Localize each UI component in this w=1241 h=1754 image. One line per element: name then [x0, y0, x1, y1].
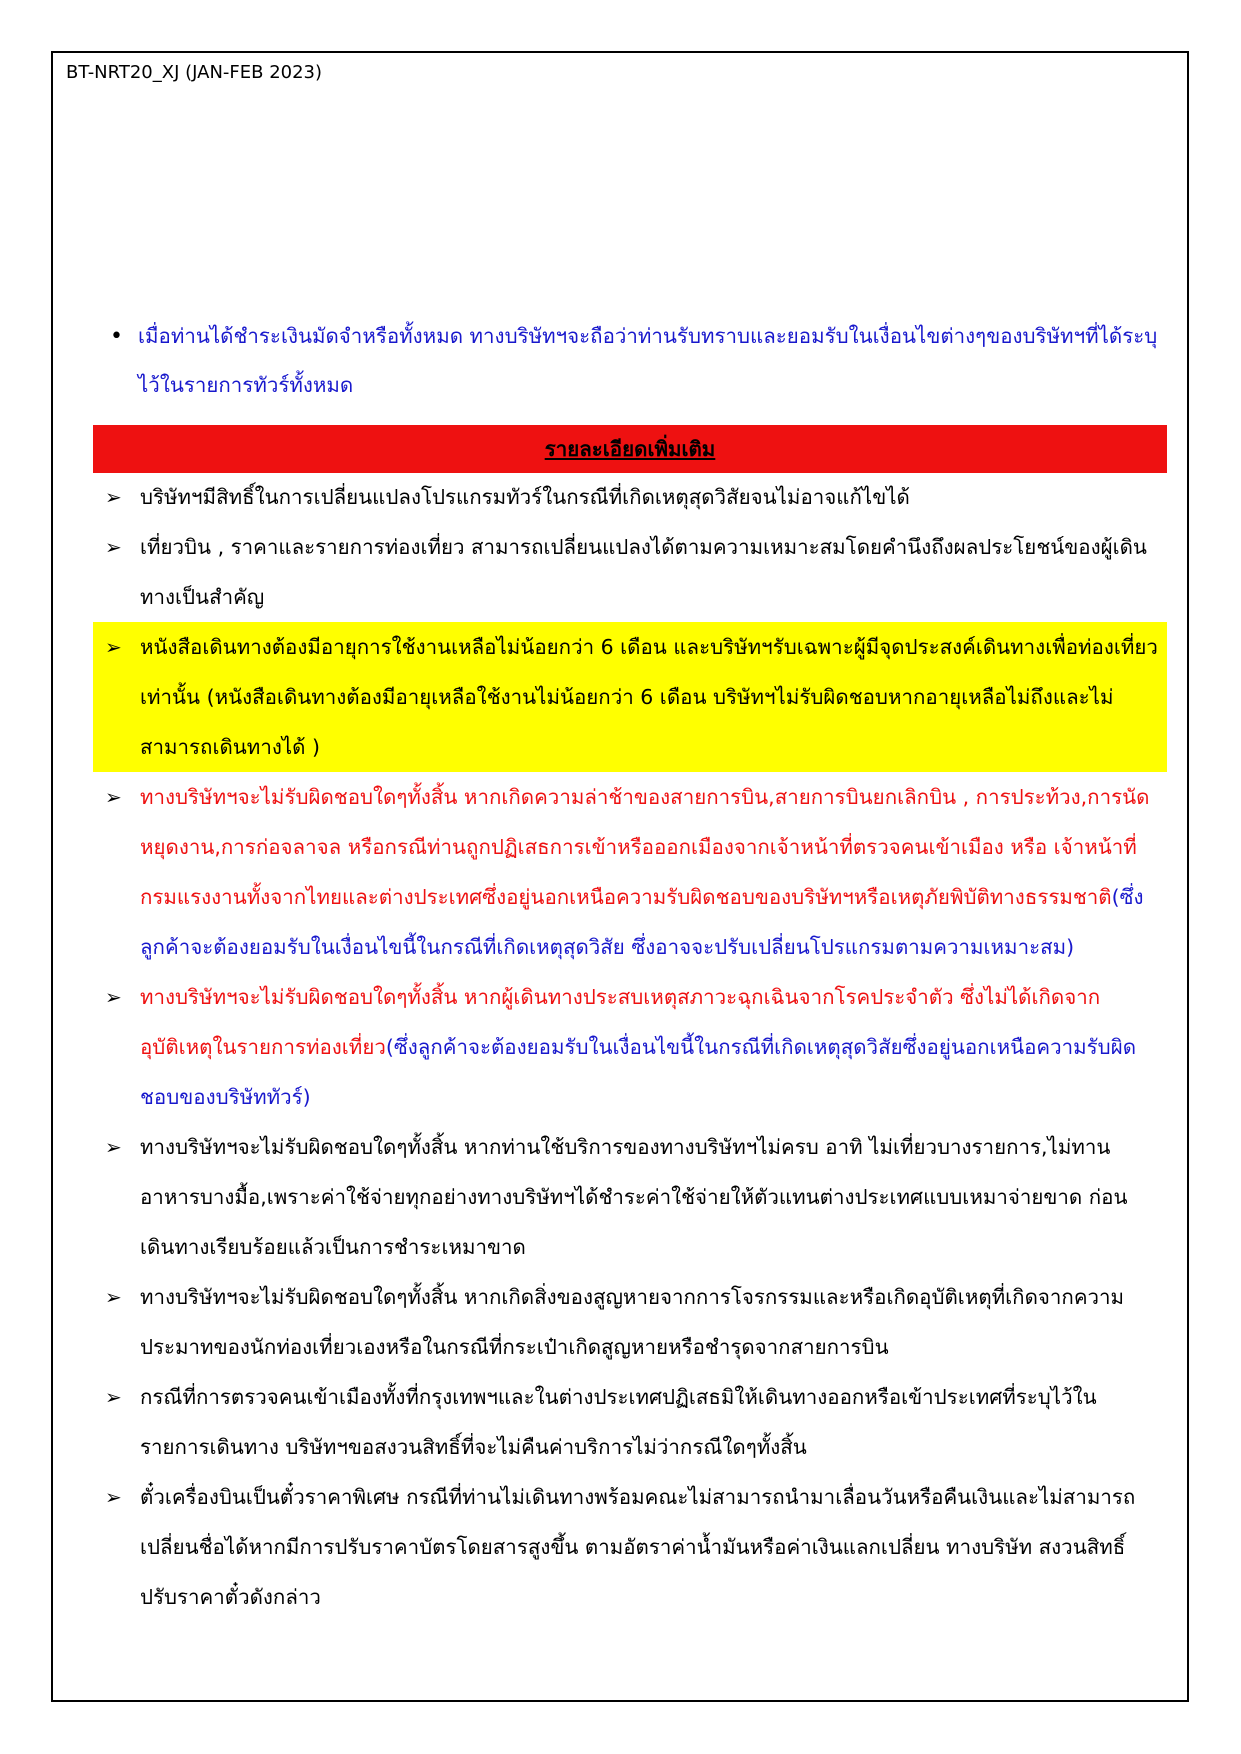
list-item: [93, 472, 1167, 522]
item-text: กรณีที่การตรวจคนเข้าเมืองทั้งที่กรุงเทพฯและในต่างประเทศปฏิเสธมิให้เดินทางออกหรือเข้าประเทศที่ระบุไว้ในรายการเดินทาง บริษัทฯขอสงวนสิทธิ์ที่จะไม่คืนค่าบริการไม่ว่ากรณีใดๆทั้งสิ้น: [140, 1385, 1097, 1459]
item-text: เที่ยวบิน , ราคาและรายการท่องเที่ยว สามารถเปลี่ยนแปลงได้ตามความเหมาะสมโดยคำนึงถึงผลประโยชน์ของผู้เดินทางเป็นสำคัญ: [140, 535, 1147, 609]
item-text: ทางบริษัทฯจะไม่รับผิดชอบใดๆทั้งสิ้น หากเกิดสิ่งของสูญหายจากการโจรกรรมและหรือเกิดอุบัติเหตุที่เกิดจากความประมาทของนักท่องเที่ยวเองหรือในกรณีที่กระเป๋าเกิดสูญหายหรือชำรุดจากสายการบิน: [140, 1285, 1125, 1359]
arrow-bullet-icon: ➢: [105, 485, 122, 509]
item-text: ทางบริษัทฯจะไม่รับผิดชอบใดๆทั้งสิ้น หากท่านใช้บริการของทางบริษัทฯไม่ครบ อาทิ ไม่เที่ยวบางรายการ,ไม่ทานอาหารบางมื้อ,เพราะค่าใช้จ่ายทุกอย่างทางบริษัทฯได้ชำระค่าใช้จ่ายให้ตัวแทนต่างประเทศแบบเหมาจ่ายขาด ก่อนเดินทางเรียบร้อยแล้วเป็นการชำระเหมาขาด: [140, 1135, 1128, 1259]
section-title: รายละเอียดเพิ่มเติม: [544, 437, 716, 461]
arrow-bullet-icon: ➢: [105, 1285, 122, 1309]
list-item: [93, 1122, 1167, 1272]
arrow-bullet-icon: ➢: [105, 1385, 122, 1409]
list-item: [93, 522, 1167, 622]
conditions-list: [93, 472, 1167, 1622]
list-item: [93, 1372, 1167, 1472]
item-text: ตั๋วเครื่องบินเป็นตั๋วราคาพิเศษ กรณีที่ท่านไม่เดินทางพร้อมคณะไม่สามารถนำมาเลื่อนวันหรือคืนเงินและไม่สามารถเปลี่ยนชื่อได้หากมีการปรับราคาบัตรโดยสารสูงขึ้น ตามอัตราค่าน้ำมันหรือค่าเงินแลกเปลี่ยน ทางบริษัท สงวนสิทธิ์ปรับราคาตั๋วดังกล่าว: [140, 1485, 1136, 1609]
list-item: [93, 772, 1167, 972]
item-text-red: ทางบริษัทฯจะไม่รับผิดชอบใดๆทั้งสิ้น หากเกิดความล่าช้าของสายการบิน,สายการบินยกเลิกบิน , การประท้วง,การนัดหยุดงาน,การก่อจลาจล หรือกรณีท่านถูกปฏิเสธการเข้าหรือออกเมืองจากเจ้าหน้าที่ตรวจคนเข้าเมือง หรือ เจ้าหน้าที่กรมแรงงานทั้งจากไทยและต่างประเทศซึ่งอยู่นอกเหนือความรับผิดชอบของบริษัทฯหรือเหตุภัยพิบัติทางธรรมชาติ: [140, 785, 1150, 909]
section-banner: [93, 425, 1167, 473]
arrow-bullet-icon: ➢: [105, 535, 122, 559]
bullet-icon: •: [110, 324, 123, 349]
list-item-highlighted: [93, 622, 1167, 772]
intro-paragraph: [110, 312, 1170, 410]
item-text-blue: (ซึ่งลูกค้าจะต้องยอมรับในเงื่อนไขนี้ในกรณีที่เกิดเหตุสุดวิสัย ซึ่งอาจจะปรับเปลี่ยนโปรแกรมตามความเหมาะสม): [140, 885, 1144, 959]
item-text-blue: (ซึ่งลูกค้าจะต้องยอมรับในเงื่อนไขนี้ในกรณีที่เกิดเหตุสุดวิสัยซึ่งอยู่นอกเหนือความรับผิดชอบของบริษัททัวร์): [140, 1035, 1137, 1109]
arrow-bullet-icon: ➢: [105, 785, 122, 809]
list-item: [93, 1272, 1167, 1372]
item-text: บริษัทฯมีสิทธิ์ในการเปลี่ยนแปลงโปรแกรมทัวร์ในกรณีที่เกิดเหตุสุดวิสัยจนไม่อาจแก้ไขได้: [140, 485, 910, 509]
arrow-bullet-icon: ➢: [105, 1135, 122, 1159]
document-code: BT-NRT20_XJ (JAN-FEB 2023): [66, 62, 323, 83]
list-item: [93, 972, 1167, 1122]
item-text: หนังสือเดินทางต้องมีอายุการใช้งานเหลือไม่น้อยกว่า 6 เดือน และบริษัทฯรับเฉพาะผู้มีจุดประสงค์เดินทางเพื่อท่องเที่ยวเท่านั้น (หนังสือเดินทางต้องมีอายุเหลือใช้งานไม่น้อยกว่า 6 เดือน บริษัทฯไม่รับผิดชอบหากอายุเหลือไม่ถึงและไม่สามารถเดินทางได้ ): [140, 635, 1158, 759]
arrow-bullet-icon: ➢: [105, 985, 122, 1009]
arrow-bullet-icon: ➢: [105, 635, 122, 659]
item-text-red: ทางบริษัทฯจะไม่รับผิดชอบใดๆทั้งสิ้น หากผู้เดินทางประสบเหตุสภาวะฉุกเฉินจากโรคประจำตัว ซึ่งไม่ได้เกิดจากอุบัติเหตุในรายการท่องเที่ยว: [140, 985, 1101, 1059]
list-item: [93, 1472, 1167, 1622]
arrow-bullet-icon: ➢: [105, 1485, 122, 1509]
intro-text: เมื่อท่านได้ชำระเงินมัดจำหรือทั้งหมด ทางบริษัทฯจะถือว่าท่านรับทราบและยอมรับในเงื่อนไขต่างๆของบริษัทฯที่ได้ระบุไว้ในรายการทัวร์ทั้งหมด: [138, 324, 1158, 397]
